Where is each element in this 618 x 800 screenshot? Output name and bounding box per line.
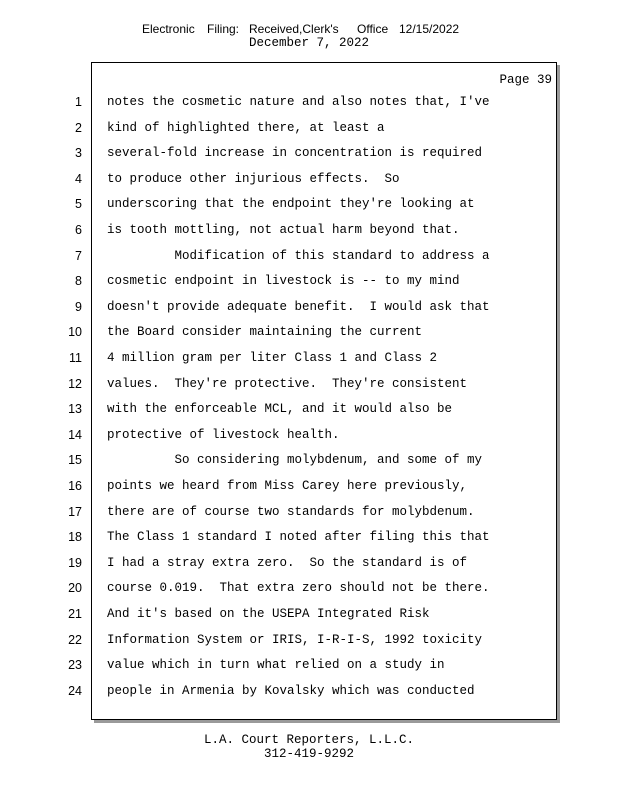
line-number: 16 <box>68 479 82 493</box>
hearing-date: December 7, 2022 <box>248 36 370 50</box>
stamp-date: 12/15/2022 <box>399 22 460 36</box>
line-number: 17 <box>68 505 82 519</box>
line-text: And it's based on the USEPA Integrated Risk <box>107 607 430 621</box>
line-number: 3 <box>75 146 82 160</box>
line-number: 9 <box>75 300 82 314</box>
line-number: 22 <box>68 633 82 647</box>
line-text: with the enforceable MCL, and it would also be <box>107 402 453 416</box>
line-number: 11 <box>69 351 82 365</box>
line-text: The Class 1 standard I noted after filing this that <box>107 530 490 544</box>
stamp-filing: Filing: <box>207 22 240 36</box>
line-text: underscoring that the endpoint they're looking at <box>107 197 475 211</box>
line-text: there are of course two standards for molybdenum. <box>107 505 475 519</box>
line-number: 7 <box>75 249 82 263</box>
line-number: 10 <box>68 325 82 339</box>
line-text: notes the cosmetic nature and also notes that, I've <box>107 95 490 109</box>
line-text: points we heard from Miss Carey here previously, <box>107 479 468 493</box>
stamp-electronic: Electronic <box>142 22 195 36</box>
line-number: 1 <box>75 95 82 109</box>
line-text: Information System or IRIS, I-R-I-S, 1992 toxicity <box>107 633 483 647</box>
line-number: 21 <box>68 607 82 621</box>
line-text: doesn't provide adequate benefit. I would ask that <box>107 300 490 314</box>
line-number: 5 <box>75 197 82 211</box>
line-text: the Board consider maintaining the current <box>107 325 423 339</box>
line-number: 19 <box>68 556 82 570</box>
line-text: to produce other injurious effects. So <box>107 172 400 186</box>
line-text: values. They're protective. They're consistent <box>107 377 468 391</box>
line-number: 20 <box>68 581 82 595</box>
stamp-office: Office <box>357 22 389 36</box>
line-number: 24 <box>68 684 82 698</box>
line-number: 2 <box>75 121 82 135</box>
stamp-received-clerks: Received,Clerk's <box>249 22 339 36</box>
footer <box>0 733 618 761</box>
line-text: Modification of this standard to address a <box>107 249 490 263</box>
line-number: 23 <box>68 658 82 672</box>
line-number: 18 <box>68 530 82 544</box>
electronic-filing-stamp <box>0 21 618 37</box>
line-text: value which in turn what relied on a study in <box>107 658 445 672</box>
line-text: So considering molybdenum, and some of my <box>107 453 483 467</box>
line-text: cosmetic endpoint in livestock is -- to my mind <box>107 274 460 288</box>
line-text: people in Armenia by Kovalsky which was conducted <box>107 684 475 698</box>
line-text: protective of livestock health. <box>107 428 340 442</box>
line-text: several-fold increase in concentration is required <box>107 146 483 160</box>
line-text: I had a stray extra zero. So the standard is of <box>107 556 468 570</box>
line-number: 8 <box>75 274 82 288</box>
line-number: 13 <box>68 402 82 416</box>
court-reporter-name: L.A. Court Reporters, L.L.C. <box>203 733 415 747</box>
line-text: course 0.019. That extra zero should not be there. <box>107 581 490 595</box>
line-text: kind of highlighted there, at least a <box>107 121 385 135</box>
line-number: 12 <box>68 377 82 391</box>
line-number: 6 <box>75 223 82 237</box>
line-text: 4 million gram per liter Class 1 and Class 2 <box>107 351 438 365</box>
court-reporter-phone: 312-419-9292 <box>263 747 354 761</box>
line-number: 14 <box>68 428 82 442</box>
page-number: Page 39 <box>499 73 552 87</box>
line-text: is tooth mottling, not actual harm beyond that. <box>107 223 460 237</box>
line-number: 15 <box>68 453 82 467</box>
line-number: 4 <box>75 172 82 186</box>
